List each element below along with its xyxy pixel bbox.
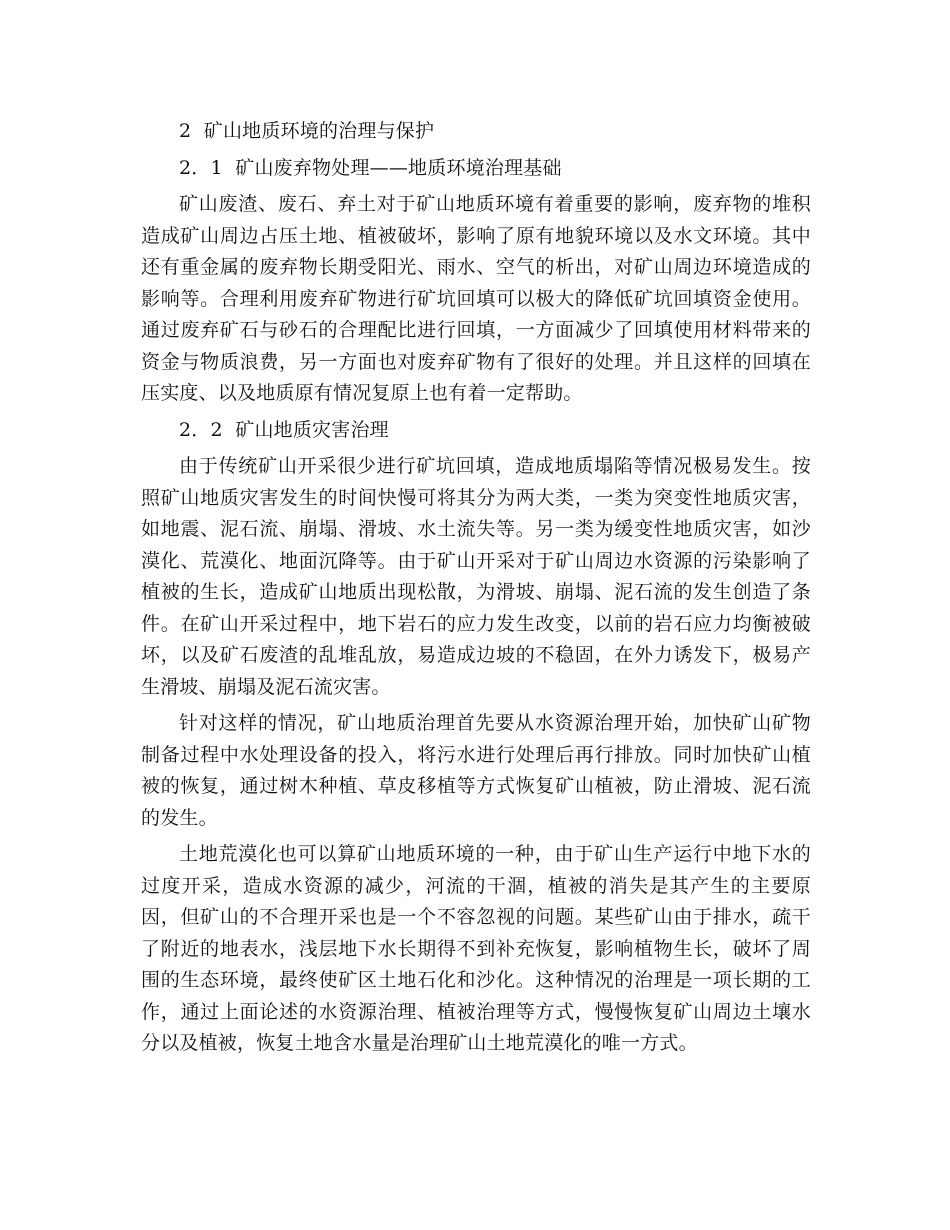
section-heading-2-2: 2．2 矿山地质灾害治理 — [179, 418, 389, 441]
section-heading-2-1: 2．1 矿山废弃物处理——地质环境治理基础 — [179, 156, 562, 179]
section-heading-2: 2 矿山地质环境的治理与保护 — [179, 120, 435, 142]
paragraph-water-and-vegetation: 针对这样的情况，矿山地质治理首先要从水资源治理开始，加快矿山矿物制备过程中水处理设备的投入，将污水进行处理后再行排放。同时加快矿山植被的恢复，通过树木种植、草皮移植等方式恢复矿山植被，防止滑坡、泥石流的发生。 — [141, 712, 811, 829]
paragraph-waste-treatment: 矿山废渣、废石、弃土对于矿山地质环境有着重要的影响，废弃物的堆积造成矿山周边占压土地、植被破坏，影响了原有地貌环境以及水文环境。其中还有重金属的废弃物长期受阳光、雨水、空气的析出，对矿山周边环境造成的影响等。合理利用废弃矿物进行矿坑回填可以极大的降低矿坑回填资金使用。通过废弃矿石与砂石的合理配比进行回填，一方面减少了回填使用材料带来的资金与物质浪费，另一方面也对废弃矿物有了很好的处理。并且这样的回填在压实度、以及地质原有情况复原上也有着一定帮助。 — [141, 193, 811, 404]
document-body — [141, 116, 811, 1060]
paragraph-desertification: 土地荒漠化也可以算矿山地质环境的一种，由于矿山生产运行中地下水的过度开采，造成水资源的减少，河流的干涸，植被的消失是其产生的主要原因，但矿山的不合理开采也是一个不容忽视的问题。某些矿山由于排水，疏干了附近的地表水，浅层地下水长期得不到补充恢复，影响植物生长，破坏了周围的生态环境，最终使矿区土地石化和沙化。这种情况的治理是一项长期的工作，通过上面论述的水资源治理、植被治理等方式，慢慢恢复矿山周边土壤水分以及植被，恢复土地含水量是治理矿山土地荒漠化的唯一方式。 — [141, 843, 811, 1054]
paragraph-geological-hazards: 由于传统矿山开采很少进行矿坑回填，造成地质塌陷等情况极易发生。按照矿山地质灾害发生的时间快慢可将其分为两大类，一类为突变性地质灾害，如地震、泥石流、崩塌、滑坡、水土流失等。另一类为缓变性地质灾害，如沙漠化、荒漠化、地面沉降等。由于矿山开采对于矿山周边水资源的污染影响了植被的生长，造成矿山地质出现松散，为滑坡、崩塌、泥石流的发生创造了条件。在矿山开采过程中，地下岩石的应力发生改变，以前的岩石应力均衡被破坏，以及矿石废渣的乱堆乱放，易造成边坡的不稳固，在外力诱发下，极易产生滑坡、崩塌及泥石流灾害。 — [141, 455, 811, 698]
